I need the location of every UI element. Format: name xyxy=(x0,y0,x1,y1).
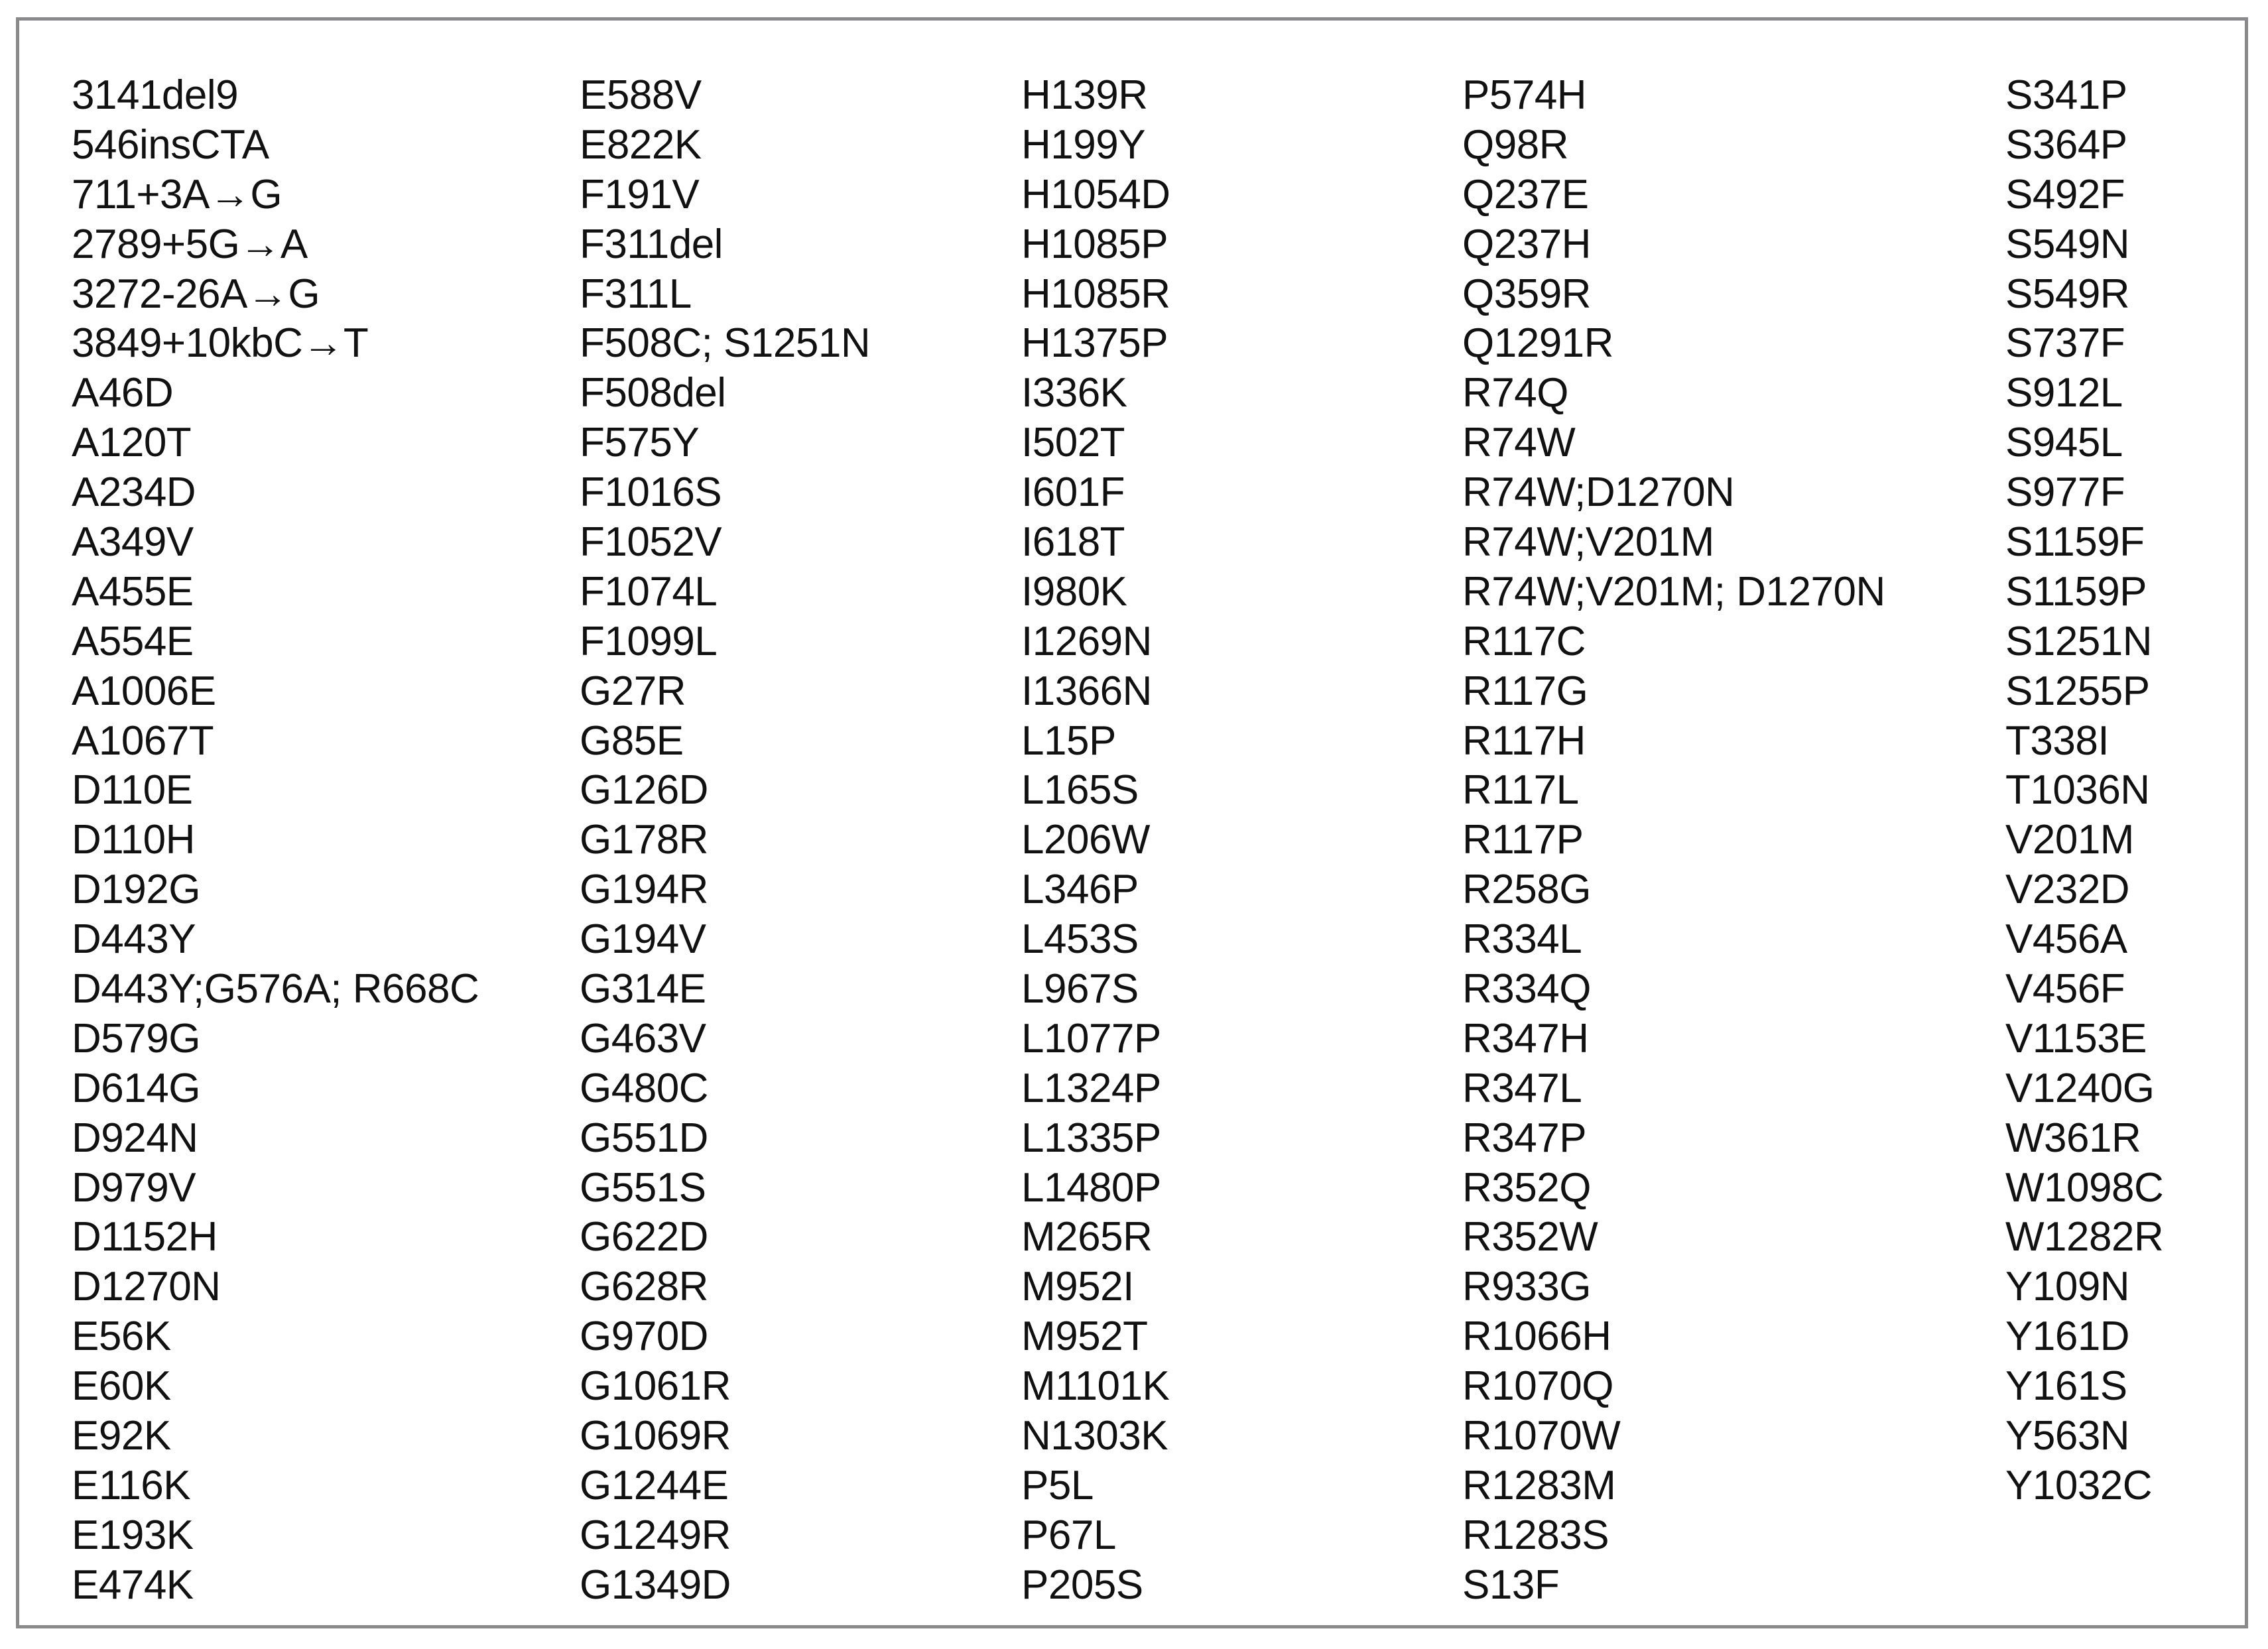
mutation-item: R74W xyxy=(1462,420,1576,466)
mutation-item: Y563N xyxy=(2005,1413,2130,1459)
mutation-item: V232D xyxy=(2005,867,2130,913)
mutation-item: R347P xyxy=(1462,1115,1587,1161)
mutation-item: L165S xyxy=(1021,767,1139,814)
mutation-item: S977F xyxy=(2005,469,2125,516)
mutation-item: L1077P xyxy=(1021,1015,1161,1062)
mutation-item: R352Q xyxy=(1462,1164,1591,1211)
mutation-item: G85E xyxy=(580,717,684,764)
mutation-item: W1098C xyxy=(2005,1164,2164,1211)
mutation-item: R117H xyxy=(1462,717,1586,764)
mutation-item: S341P xyxy=(2005,72,2127,118)
mutation-item: H139R xyxy=(1021,72,1148,118)
mutation-item: A455E xyxy=(72,568,194,615)
mutation-item: I336K xyxy=(1021,370,1127,416)
mutation-item: R74W;V201M xyxy=(1462,519,1714,566)
mutation-item: 546insCTA xyxy=(72,121,269,168)
mutation-item: A349V xyxy=(72,519,194,566)
mutation-item: F1099L xyxy=(580,618,718,664)
mutation-item: D1270N xyxy=(72,1264,221,1310)
mutation-item: S492F xyxy=(2005,171,2125,217)
mutation-item: L1335P xyxy=(1021,1115,1161,1161)
mutation-item: V1240G xyxy=(2005,1065,2155,1111)
mutation-list-table xyxy=(16,17,2248,1628)
mutation-item: S912L xyxy=(2005,370,2123,416)
mutation-item: Q1291R xyxy=(1462,320,1613,367)
mutation-item: Q359R xyxy=(1462,271,1591,317)
mutation-item: F311L xyxy=(580,271,692,317)
mutation-item: I1366N xyxy=(1021,668,1152,714)
mutation-item: G480C xyxy=(580,1065,708,1111)
mutation-item: H1085R xyxy=(1021,271,1170,317)
mutation-item: S364P xyxy=(2005,121,2127,168)
mutation-item: M952I xyxy=(1021,1264,1134,1310)
mutation-item: R347L xyxy=(1462,1065,1582,1111)
mutation-item: G970D xyxy=(580,1313,708,1360)
mutation-item: R74W;D1270N xyxy=(1462,469,1735,516)
mutation-item: G178R xyxy=(580,817,708,863)
mutation-item: I980K xyxy=(1021,568,1127,615)
mutation-item: L1480P xyxy=(1021,1164,1161,1211)
mutation-item: F508del xyxy=(580,370,726,416)
mutation-item: H1054D xyxy=(1021,171,1170,217)
mutation-item: S737F xyxy=(2005,320,2125,367)
mutation-item: S549N xyxy=(2005,221,2130,267)
mutation-item: V201M xyxy=(2005,817,2134,863)
mutation-item: D1152H xyxy=(72,1214,218,1260)
mutation-item: G551S xyxy=(580,1164,706,1211)
mutation-item: F508C; S1251N xyxy=(580,320,871,367)
mutation-item: D924N xyxy=(72,1115,198,1161)
mutation-column-4 xyxy=(1462,71,1885,1611)
mutation-item: Y109N xyxy=(2005,1264,2130,1310)
mutation-item: H1375P xyxy=(1021,320,1168,367)
mutation-item: F1016S xyxy=(580,469,722,516)
mutation-item: T338I xyxy=(2005,717,2110,764)
mutation-item: D110H xyxy=(72,817,195,863)
mutation-item: R1283S xyxy=(1462,1512,1609,1558)
mutation-item: A1006E xyxy=(72,668,216,714)
mutation-item: E92K xyxy=(72,1413,171,1459)
mutation-item: R117G xyxy=(1462,668,1588,714)
mutation-item: D579G xyxy=(72,1015,200,1062)
mutation-item: G126D xyxy=(580,767,708,814)
mutation-item: S1159P xyxy=(2005,568,2147,615)
mutation-item: G551D xyxy=(580,1115,708,1161)
mutation-item: Q237E xyxy=(1462,171,1589,217)
mutation-item: 2789+5G→A xyxy=(72,221,308,267)
mutation-item: R1070Q xyxy=(1462,1363,1613,1410)
mutation-item: G463V xyxy=(580,1015,706,1062)
mutation-item: G622D xyxy=(580,1214,708,1260)
mutation-item: G314E xyxy=(580,966,706,1012)
mutation-item: R933G xyxy=(1462,1264,1591,1310)
mutation-item: Q98R xyxy=(1462,121,1568,168)
mutation-item: R117P xyxy=(1462,817,1584,863)
mutation-item: 3272-26A→G xyxy=(72,271,320,317)
mutation-item: 3849+10kbC→T xyxy=(72,320,369,367)
mutation-item: Y161D xyxy=(2005,1313,2130,1360)
mutation-item: E193K xyxy=(72,1512,194,1558)
mutation-item: D110E xyxy=(72,767,193,814)
mutation-item: I601F xyxy=(1021,469,1125,516)
mutation-item: E116K xyxy=(72,1462,191,1508)
mutation-item: 711+3A→G xyxy=(72,171,283,217)
mutation-item: S1251N xyxy=(2005,618,2153,664)
mutation-column-5 xyxy=(2005,71,2163,1511)
mutation-item: F311del xyxy=(580,221,723,267)
mutation-item: M1101K xyxy=(1021,1363,1170,1410)
mutation-item: L15P xyxy=(1021,717,1116,764)
mutation-item: D979V xyxy=(72,1164,196,1211)
mutation-item: F191V xyxy=(580,171,700,217)
mutation-item: G1244E xyxy=(580,1462,729,1508)
mutation-item: H199Y xyxy=(1021,121,1146,168)
mutation-item: R117C xyxy=(1462,618,1586,664)
mutation-item: D614G xyxy=(72,1065,200,1111)
mutation-item: R334Q xyxy=(1462,966,1591,1012)
mutation-item: M952T xyxy=(1021,1313,1148,1360)
mutation-item: R74Q xyxy=(1462,370,1568,416)
mutation-item: R1070W xyxy=(1462,1413,1621,1459)
mutation-item: E588V xyxy=(580,72,702,118)
mutation-item: P574H xyxy=(1462,72,1587,118)
mutation-item: I1269N xyxy=(1021,618,1152,664)
mutation-item: A120T xyxy=(72,420,192,466)
mutation-item: N1303K xyxy=(1021,1413,1168,1459)
mutation-item: P5L xyxy=(1021,1462,1094,1508)
mutation-item: F1052V xyxy=(580,519,722,566)
mutation-item: A554E xyxy=(72,618,194,664)
mutation-item: R352W xyxy=(1462,1214,1598,1260)
mutation-item: A1067T xyxy=(72,717,214,764)
mutation-item: T1036N xyxy=(2005,767,2150,814)
mutation-item: 3141del9 xyxy=(72,72,239,118)
mutation-item: G1349D xyxy=(580,1561,731,1608)
mutation-item: L1324P xyxy=(1021,1065,1161,1111)
mutation-item: G27R xyxy=(580,668,686,714)
mutation-item: L206W xyxy=(1021,817,1150,863)
mutation-item: F575Y xyxy=(580,420,700,466)
mutation-item: D192G xyxy=(72,867,200,913)
mutation-item: E60K xyxy=(72,1363,171,1410)
mutation-item: E474K xyxy=(72,1561,194,1608)
mutation-item: G1061R xyxy=(580,1363,731,1410)
mutation-item: L453S xyxy=(1021,916,1139,963)
mutation-item: G1249R xyxy=(580,1512,731,1558)
mutation-item: S1255P xyxy=(2005,668,2150,714)
mutation-item: M265R xyxy=(1021,1214,1153,1260)
mutation-item: W361R xyxy=(2005,1115,2141,1161)
mutation-item: A46D xyxy=(72,370,174,416)
mutation-item: P67L xyxy=(1021,1512,1116,1558)
mutation-item: D443Y xyxy=(72,916,196,963)
mutation-item: E56K xyxy=(72,1313,171,1360)
mutation-item: R258G xyxy=(1462,867,1591,913)
mutation-item: G1069R xyxy=(580,1413,731,1459)
mutation-item: P205S xyxy=(1021,1561,1143,1608)
mutation-item: R347H xyxy=(1462,1015,1589,1062)
mutation-item: V1153E xyxy=(2005,1015,2147,1062)
mutation-item: Y1032C xyxy=(2005,1462,2153,1508)
mutation-item: S1159F xyxy=(2005,519,2145,566)
mutation-item: R1066H xyxy=(1462,1313,1611,1360)
mutation-item: Y161S xyxy=(2005,1363,2127,1410)
mutation-item: Q237H xyxy=(1462,221,1591,267)
mutation-item: R117L xyxy=(1462,767,1579,814)
mutation-item: G194R xyxy=(580,867,708,913)
mutation-item: A234D xyxy=(72,469,196,516)
mutation-item: L967S xyxy=(1021,966,1139,1012)
mutation-column-1 xyxy=(72,71,479,1611)
mutation-item: V456A xyxy=(2005,916,2127,963)
mutation-item: R1283M xyxy=(1462,1462,1616,1508)
mutation-item: F1074L xyxy=(580,568,718,615)
mutation-item: W1282R xyxy=(2005,1214,2164,1260)
mutation-item: E822K xyxy=(580,121,702,168)
mutation-column-3 xyxy=(1021,71,1170,1611)
mutation-item: H1085P xyxy=(1021,221,1168,267)
mutation-item: S13F xyxy=(1462,1561,1560,1608)
mutation-item: S549R xyxy=(2005,271,2130,317)
mutation-item: V456F xyxy=(2005,966,2125,1012)
mutation-column-2 xyxy=(580,71,870,1611)
mutation-item: S945L xyxy=(2005,420,2123,466)
mutation-item: R334L xyxy=(1462,916,1582,963)
mutation-item: R74W;V201M; D1270N xyxy=(1462,568,1885,615)
mutation-item: L346P xyxy=(1021,867,1139,913)
mutation-item: D443Y;G576A; R668C xyxy=(72,966,479,1012)
mutation-item: I618T xyxy=(1021,519,1125,566)
mutation-item: I502T xyxy=(1021,420,1125,466)
mutation-item: G194V xyxy=(580,916,706,963)
mutation-item: G628R xyxy=(580,1264,708,1310)
